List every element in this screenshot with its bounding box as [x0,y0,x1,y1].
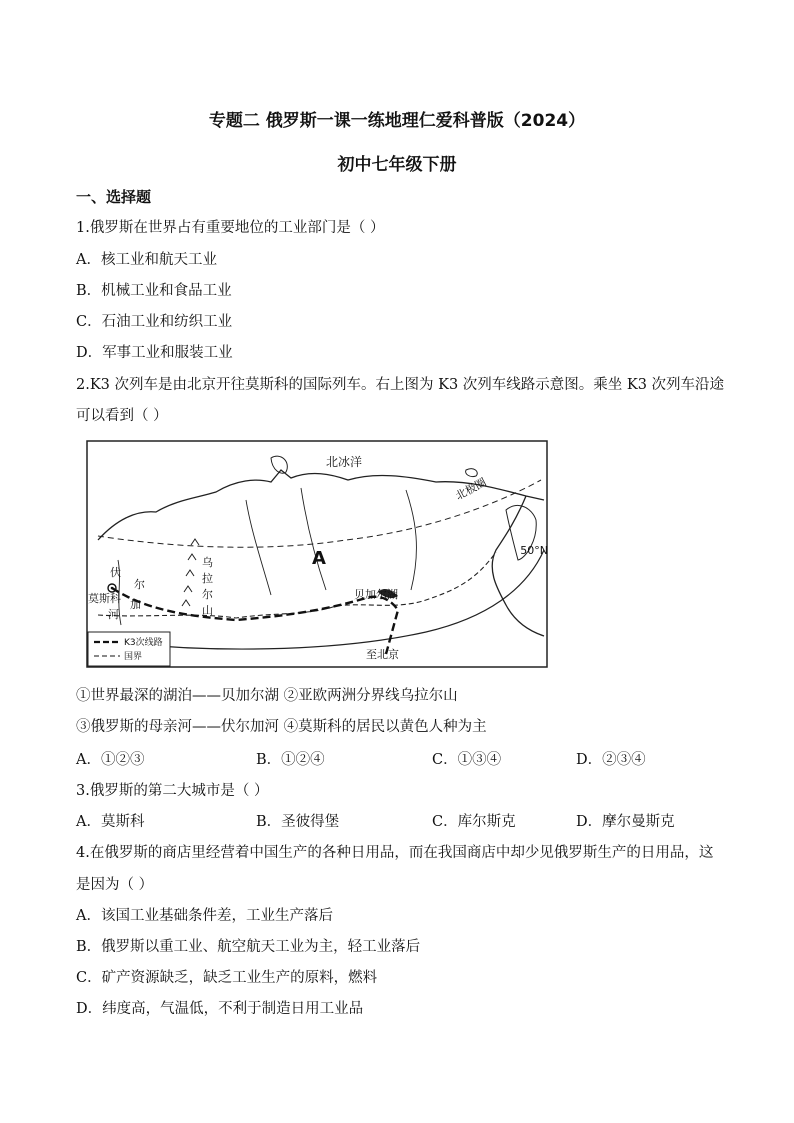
q2-statement-line2: ③俄罗斯的母亲河——伏尔加河 ④莫斯科的居民以黄色人种为主 [76,719,487,735]
q3-option-a: A．莫斯科 [76,814,145,830]
q2-stem-line1: 2.K3 次列车是由北京开往莫斯科的国际列车。右上图为 K3 次列车线路示意图。乘坐 K3 次列车沿途 [76,377,725,393]
label-to-beijing: 至北京 [366,648,399,661]
label-volga-3: 加 [130,598,141,611]
label-moscow: 莫斯科 [88,592,121,605]
q3-option-c: C．库尔斯克 [432,814,516,830]
q1-option-a: A．核工业和航天工业 [76,252,217,268]
q1-option-d: D．军事工业和服装工业 [76,345,233,361]
q4-stem-line1: 4.在俄罗斯的商店里经营着中国生产的各种日用品，而在我国商店中却少见俄罗斯生产的日用品，这 [76,845,714,861]
k3-route-map [86,440,548,668]
q4-option-a: A．该国工业基础条件差，工业生产落后 [76,908,333,924]
q2-option-b: B．①②④ [256,752,325,768]
q1-stem: 1.俄罗斯在世界占有重要地位的工业部门是（ ） [76,220,385,236]
label-50n: 50°N [520,544,548,557]
q3-option-d: D．摩尔曼斯克 [576,814,675,830]
q1-option-b: B．机械工业和食品工业 [76,283,232,299]
q4-stem-line2: 是因为（ ） [76,877,154,893]
legend-route-label: K3次线路 [124,638,163,648]
q3-option-b: B．圣彼得堡 [256,814,340,830]
q2-option-c: C．①③④ [432,752,502,768]
label-ural-3: 尔 [202,588,213,601]
label-volga-1: 伏 [110,566,121,579]
legend-border-label: 国界 [124,652,143,662]
label-ural-1: 乌 [202,556,213,569]
document-subtitle: 初中七年级下册 [337,155,457,175]
label-ural-4: 山 [202,604,213,617]
label-ural-2: 拉 [202,572,213,585]
document-title: 专题二 俄罗斯一课一练地理仁爱科普版（2024） [208,111,586,131]
section-heading: 一、选择题 [76,188,152,206]
label-volga-4: 河 [108,608,119,621]
q4-option-c: C．矿产资源缺乏，缺乏工业生产的原料，燃料 [76,970,378,986]
q2-option-d: D．②③④ [576,752,646,768]
label-region-a: A [312,548,326,569]
q2-option-a: A．①②③ [76,752,145,768]
map-legend [88,632,170,666]
q2-stem-line2: 可以看到（ ） [76,408,168,424]
label-baikal: 贝加尔湖 [354,588,398,601]
label-arctic-circle: 北极圈 [453,475,489,503]
label-arctic-ocean: 北冰洋 [326,455,363,469]
label-volga-2: 尔 [134,578,145,591]
q3-stem: 3.俄罗斯的第二大城市是（ ） [76,783,269,799]
q1-option-c: C．石油工业和纺织工业 [76,314,233,330]
q2-statement-line1: ①世界最深的湖泊——贝加尔湖 ②亚欧两洲分界线乌拉尔山 [76,688,458,704]
q4-option-d: D．纬度高，气温低，不利于制造日用工业品 [76,1001,364,1017]
q4-option-b: B．俄罗斯以重工业、航空航天工业为主，轻工业落后 [76,939,421,955]
